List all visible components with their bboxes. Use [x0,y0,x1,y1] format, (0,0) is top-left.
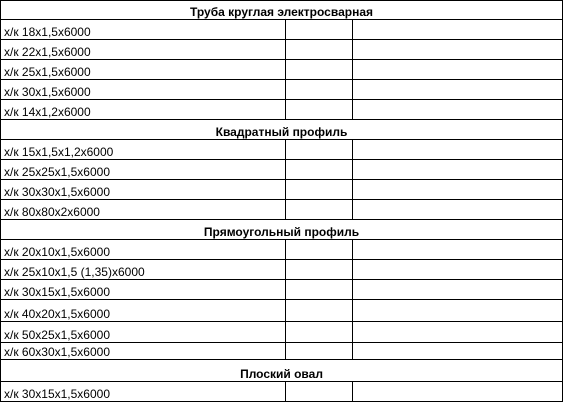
product-name-cell[interactable]: х/к 25х25х1,5х6000 [1,160,286,180]
empty-cell[interactable] [286,180,353,200]
empty-cell[interactable] [353,60,563,80]
empty-cell[interactable] [353,260,563,280]
section-header-row [1,1,563,20]
empty-cell[interactable] [353,300,563,322]
empty-cell[interactable] [353,160,563,180]
product-name-cell[interactable]: х/к 22х1,5х6000 [1,40,286,60]
table-row [1,20,563,40]
product-name-cell[interactable]: х/к 30х1,5х6000 [1,80,286,100]
empty-cell[interactable] [353,382,563,402]
empty-cell[interactable] [286,300,353,322]
empty-cell[interactable] [286,80,353,100]
product-name-cell[interactable]: х/к 15х1,5х1,2х6000 [1,140,286,160]
price-table-body [1,1,563,402]
table-row [1,40,563,60]
table-row [1,180,563,200]
empty-cell[interactable] [353,240,563,260]
empty-cell[interactable] [286,100,353,120]
section-title: Плоский овал [1,360,563,382]
table-row [1,80,563,100]
empty-cell[interactable] [353,20,563,40]
empty-cell[interactable] [286,20,353,40]
empty-cell[interactable] [286,260,353,280]
product-name-cell[interactable]: х/к 80х80х2х6000 [1,200,286,220]
product-name-cell[interactable]: х/к 18х1,5х6000 [1,20,286,40]
table-row [1,280,563,300]
empty-cell[interactable] [286,343,353,360]
product-name-cell[interactable]: х/к 25х1,5х6000 [1,60,286,80]
product-name-cell[interactable]: х/к 60х30х1,5х6000 [1,343,286,360]
section-title: Квадратный профиль [1,120,563,140]
empty-cell[interactable] [286,160,353,180]
empty-cell[interactable] [286,322,353,343]
empty-cell[interactable] [353,322,563,343]
table-row [1,240,563,260]
table-row [1,343,563,360]
empty-cell[interactable] [353,280,563,300]
empty-cell[interactable] [286,280,353,300]
empty-cell[interactable] [353,180,563,200]
section-title: Труба круглая электросварная [1,1,563,20]
table-row [1,100,563,120]
table-row [1,200,563,220]
table-row [1,300,563,322]
product-name-cell[interactable]: х/к 30х15х1,5х6000 [1,280,286,300]
product-name-cell[interactable]: х/к 25х10х1,5 (1,35)х6000 [1,260,286,280]
product-name-cell[interactable]: х/к 50х25х1,5х6000 [1,322,286,343]
empty-cell[interactable] [353,40,563,60]
table-row [1,322,563,343]
empty-cell[interactable] [286,240,353,260]
table-row [1,260,563,280]
table-row [1,140,563,160]
empty-cell[interactable] [286,200,353,220]
section-header-row [1,120,563,140]
empty-cell[interactable] [353,140,563,160]
empty-cell[interactable] [286,40,353,60]
product-name-cell[interactable]: х/к 20х10х1,5х6000 [1,240,286,260]
section-title: Прямоугольный профиль [1,220,563,240]
product-name-cell[interactable]: х/к 30х30х1,5х6000 [1,180,286,200]
empty-cell[interactable] [286,140,353,160]
product-name-cell[interactable]: х/к 14х1,2х6000 [1,100,286,120]
empty-cell[interactable] [286,60,353,80]
product-name-cell[interactable]: х/к 30х15х1,5х6000 [1,382,286,402]
section-header-row [1,220,563,240]
empty-cell[interactable] [286,382,353,402]
empty-cell[interactable] [353,80,563,100]
empty-cell[interactable] [353,343,563,360]
product-name-cell[interactable]: х/к 40х20х1,5х6000 [1,300,286,322]
section-header-row [1,360,563,382]
empty-cell[interactable] [353,200,563,220]
table-row [1,160,563,180]
table-row [1,382,563,402]
empty-cell[interactable] [353,100,563,120]
table-row [1,60,563,80]
